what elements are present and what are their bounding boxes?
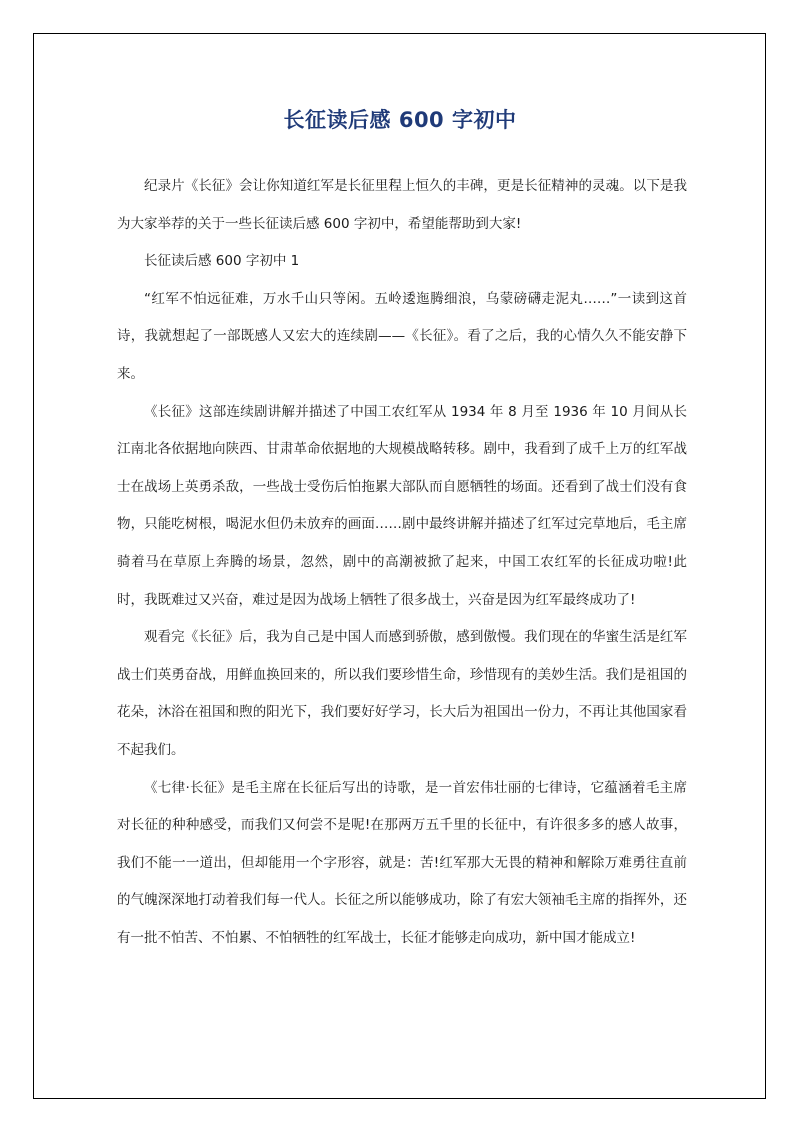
paragraph-intro: 纪录片《长征》会让你知道红军是长征里程上恒久的丰碑，更是长征精神的灵魂。以下是我为大家举荐的关于一些长征读后感 600 字初中，希望能帮助到大家! [117,178,687,232]
document-title: 长征读后感 600 字初中 [283,108,517,132]
document-body [117,168,687,957]
paragraph-poem-quote: “红军不怕远征难，万水千山只等闲。五岭逶迤腾细浪，乌蒙磅礴走泥丸……”一读到这首诗，我就想起了一部既感人又宏大的连续剧——《长征》。看了之后，我的心情久久不能安静下来。 [117,290,687,382]
paragraph-series-summary: 《长征》这部连续剧讲解并描述了中国工农红军从 1934 年 8 月至 1936 年 10 月间从长江南北各依据地向陕西、甘肃革命依据地的大规模战略转移。剧中，我看到了成千上万的红军战士在战场上英勇杀敌，一些战士受伤后怕拖累大部队而自愿牺牲的场面。还看到了战士们没有食物，只能吃树根，喝泥水但仍未放弃的画面……剧中最终讲解并描述了红军过完草地后，毛主席骑着马在草原上奔腾的场景，忽然，剧中的高潮被掀了起来，中国工农红军的长征成功啦!此时，我既难过又兴奋，难过是因为战场上牺牲了很多战士，兴奋是因为红军最终成功了! [117,403,687,608]
section-heading: 长征读后感 600 字初中 1 [144,253,300,270]
paragraph-poem-discussion: 《七律·长征》是毛主席在长征后写出的诗歌，是一首宏伟壮丽的七律诗，它蕴涵着毛主席对长征的种种感受，而我们又何尝不是呢!在那两万五千里的长征中，有许很多多的感人故事，我们不能一一道出，但却能用一个字形容，就是：苦!红军那大无畏的精神和解除万难勇往直前的气魄深深地打动着我们每一代人。长征之所以能够成功，除了有宏大领袖毛主席的指挥外，还有一批不怕苦、不怕累、不怕牺牲的红军战士，长征才能够走向成功，新中国才能成立! [117,779,687,946]
paragraph-reflection: 观看完《长征》后，我为自己是中国人而感到骄傲，感到傲慢。我们现在的华蜜生活是红军战士们英勇奋战，用鲜血换回来的，所以我们要珍惜生命，珍惜现有的美妙生活。我们是祖国的花朵，沐浴在祖国和煦的阳光下，我们要好好学习，长大后为祖国出一份力，不再让其他国家看不起我们。 [117,629,687,758]
